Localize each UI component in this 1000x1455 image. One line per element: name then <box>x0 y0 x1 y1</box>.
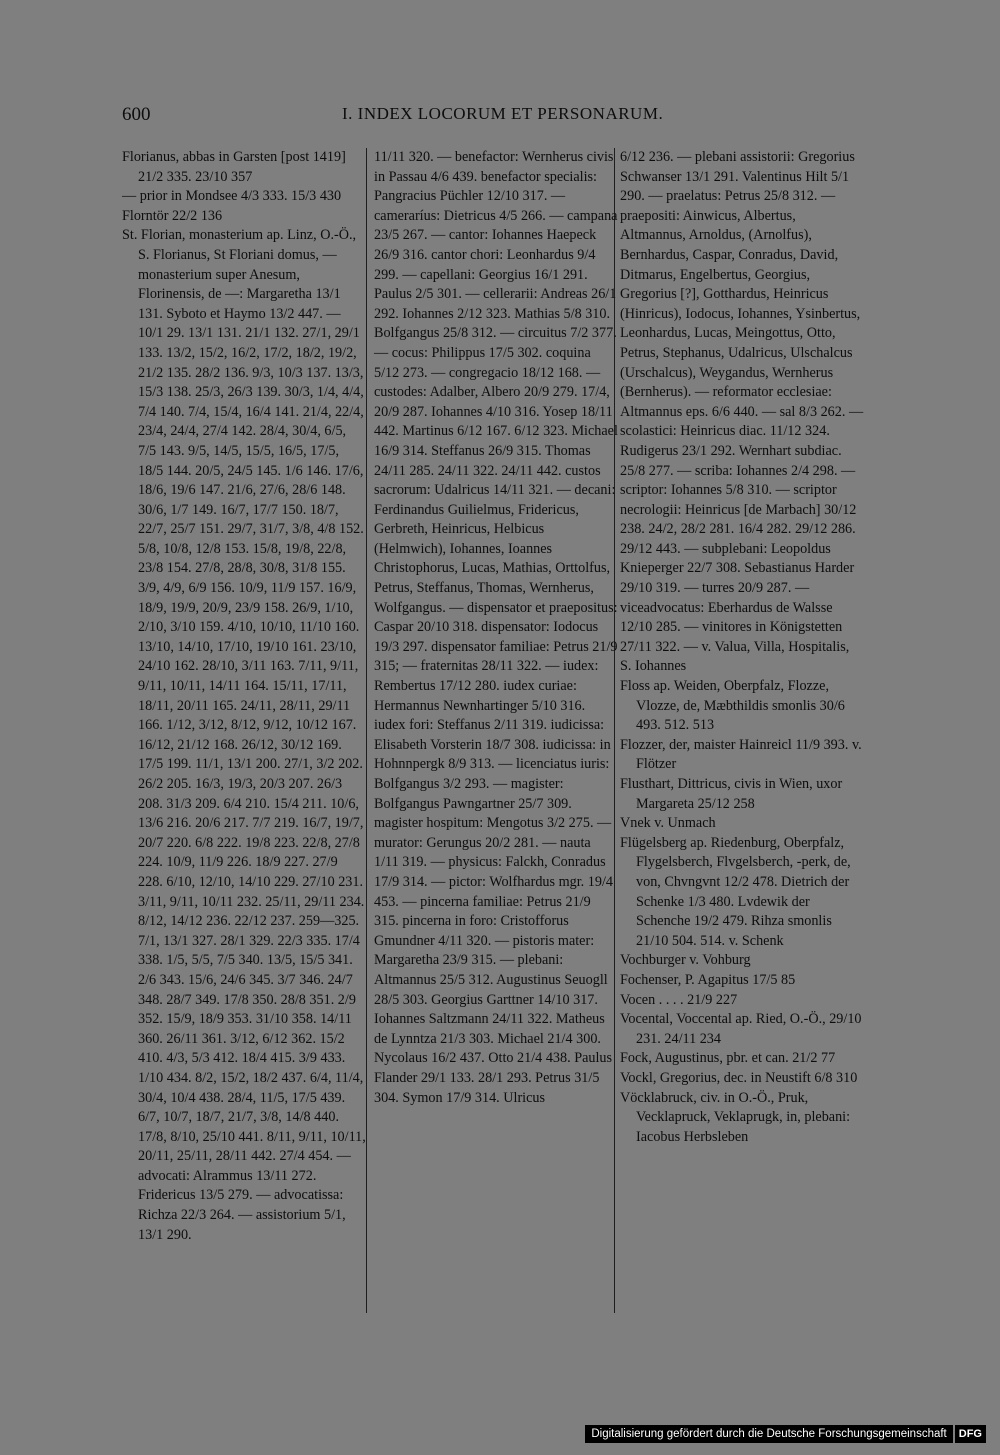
index-column-2 <box>374 148 618 1108</box>
index-entry: Fock, Augustinus, pbr. et can. 21/2 77 <box>620 1050 836 1067</box>
index-entry: Vocen . . . . 21/9 227 <box>620 991 738 1008</box>
running-title: I. INDEX LOCORUM ET PERSONARUM. <box>342 104 664 123</box>
index-entry: St. Florian, monasterium ap. Linz, O.-Ö., S. Florianus, St Floriani domus, — monasterium super Anesum, Florinensis, de —: Margaretha 13/1 131. Syboto et Haymo 13/2 447. — 10/1 29. 13/1 131. 21/1 132. 27/1, 29/1 133. 13/2, 15/2, 16/2, 17/2, 18/2, 19/2, 21/2 135. 28/2 136. 9/3, 10/3 137. 13/3, 15/3 138. 25/3, 26/3 139. 30/3, 1/4, 4/4, 7/4 140. 7/4, 15/4, 16/4 141. 21/4, 22/4, 23/4, 24/4, 27/4 142. 28/4, 30/4, 6/5, 7/5 143. 9/5, 14/5, 15/5, 16/5, 17/5, 18/5 144. 20/5, 24/5 145. 1/6 146. 17/6, 18/6, 19/6 147. 21/6, 27/6, 28/6 148. 30/6, 1/7 149. 16/7, 17/7 150. 18/7, 22/7, 25/7 151. 29/7, 31/7, 3/8, 4/8 152. 5/8, 10/8, 12/8 153. 15/8, 19/8, 22/8, 23/8 154. 27/8, 28/8, 30/8, 31/8 155. 3/9, 4/9, 6/9 156. 10/9, 11/9 157. 16/9, 18/9, 19/9, 20/9, 23/9 158. 26/9, 1/10, 2/10, 3/10 159. 4/10, 10/10, 11/10 160. 13/10, 14/10, 17/10, 19/10 161. 23/10, 24/10 162. 28/10, 3/11 163. 7/11, 9/11, 9/11, 10/11, 14/11 164. 15/11, 17/11, 18/11, 20/11 165. 24/11, 28/11, 29/11 166. 1/12, 3/12, 8/12, 9/12, 10/12 167. 16/12, 21/12 168. 26/12, 30/12 169. 17/5 199. 11/1, 13/1 200. 27/1, 3/2 202. 26/2 205. 16/3, 19/3, 20/3 207. 26/3 208. 31/3 209. 6/4 210. 15/4 211. 10/6, 13/6 216. 20/6 217. 7/7 219. 16/7, 19/7, 20/7 220. 6/8 222. 19/8 223. 22/8, 27/8 224. 10/9, 11/9 226. 18/9 227. 27/9 228. 6/10, 12/10, 14/10 229. 27/10 231. 3/11, 9/11, 10/11 232. 25/11, 29/11 234. 8/12, 14/12 236. 22/12 237. 259—325. 7/1, 13/1 327. 28/1 329. 22/3 335. 17/4 338. 1/5, 5/5, 7/5 340. 13/5, 15/5 341. 2/6 343. 15/6, 24/6 345. 3/7 346. 24/7 348. 28/7 349. 17/8 350. 28/8 351. 2/9 352. 15/9, 18/9 353. 31/10 358. 14/11 360. 26/11 361. 3/12, 6/12 362. 15/2 410. 4/3, 5/3 412. 18/4 415. 3/9 433. 1/10 434. 8/2, 15/2, 18/2 437. 6/4, 11/4, 30/4, 10/4 438. 28/4, 11/5, 17/5 439. 6/7, 10/7, 18/7, 21/7, 3/8, 14/8 440. 17/8, 8/10, 25/10 441. 8/11, 9/11, 10/11, 20/11, 25/11, 28/11 442. 27/4 454. — advocati: Alrammus 13/11 272. Fridericus 13/5 279. — advocatissa: Richza 22/3 264. — assistorium 5/1, 13/1 290. <box>122 227 366 1243</box>
dfg-logo-icon: DFG <box>955 1425 986 1443</box>
index-entry: Flozzer, der, maister Hainreicl 11/9 393. v. Flötzer <box>620 736 862 773</box>
digitization-footer <box>585 1425 986 1443</box>
index-entry: Floss ap. Weiden, Oberpfalz, Flozze, Vlozze, de, Mæbthildis smonlis 30/6 493. 512. 513 <box>620 678 845 734</box>
index-column-3 <box>620 148 864 1147</box>
column-divider-1 <box>366 148 367 1313</box>
index-entry: Vockl, Gregorius, dec. in Neustift 6/8 310 <box>620 1069 858 1086</box>
index-entry: Flügelsberg ap. Riedenburg, Oberpfalz, Flygelsberch, Flvgelsberch, -perk, de, von, Chvngvnt 12/2 478. Dietrich der Schenke 1/3 480. Lvdewik der Schenche 19/2 479. Rihza smonlis 21/10 504. 514. v. Schenk <box>620 834 851 949</box>
index-entry: Vochburger v. Vohburg <box>620 952 751 969</box>
index-column-1 <box>122 148 366 1245</box>
index-entry: Fochenser, P. Agapitus 17/5 85 <box>620 971 796 988</box>
index-entry: Florianus, abbas in Garsten [post 1419] 21/2 335. 23/10 357 <box>122 149 346 185</box>
index-entry: 11/11 320. — benefactor: Wernherus civis in Passau 4/6 439. benefactor specialis: Pangracius Püchler 12/10 317. — cameraríus: Dietricus 4/5 266. — campana 23/5 267. — cantor: Iohannes Haepeck 26/9 316. cantor chori: Leonhardus 9/4 299. — capellani: Georgius 16/1 291. Paulus 2/5 301. — cellerarii: Andreas 26/1 292. Iohannes 2/12 323. Mathias 5/8 310. Bolfgangus 25/8 312. — circuitus 7/2 377. — cocus: Philippus 17/5 302. coquina 5/12 273. — congregacio 18/12 168. — custodes: Adalber, Albero 20/9 279. 17/4, 20/9 287. Iohannes 4/10 316. Yosep 18/11 442. Martinus 6/12 167. 6/12 323. Michael 16/9 314. Steffanus 26/9 315. Thomas 24/11 285. 24/11 322. 24/11 442. custos sacrorum: Udalricus 14/11 321. — decani: Ferdinandus Guilielmus, Fridericus, Gerbreth, Heinricus, Helbicus (Helmwich), Iohannes, Ioannes Christophorus, Lucas, Mathias, Orttolfus, Petrus, Steffanus, Thomas, Wernherus, Wolfgangus. — dispensator et praepositus: Caspar 20/10 318. dispensator: Iodocus 19/3 297. dispensator familiae: Petrus 21/9 315; — fraternitas 28/11 322. — iudex: Rembertus 17/12 280. iudex curiae: Hermannus Newnhartinger 5/10 316. iudex fori: Steffanus 2/11 319. iudicissa: Elisabeth Vorsterin 18/7 308. iudicissa: in Hohnnpergk 8/9 313. — licenciatus iuris: Bolfgangus 3/2 293. — magister: Bolfgangus Pawngartner 25/7 309. magister hospitum: Mengotus 3/2 275. — murator: Gerungus 20/2 281. — nauta 1/11 319. — physicus: Falckh, Conradus 17/9 314. — pictor: Wolfhardus mgr. 19/4 453. — pincerna familiae: Petrus 21/9 315. pincerna in foro: Cristofforus Gmundner 4/11 320. — pistoris mater: Margaretha 23/9 315. — plebani: Altmannus 25/5 312. Augustinus Seuogll 28/5 303. Georgius Garttner 14/10 317. Iohannes Saltzmann 24/11 322. Matheus de Lynntza 21/3 303. Michael 21/4 300. Nycolaus 16/2 437. Otto 21/4 438. Paulus Flander 29/1 133. 28/1 293. Petrus 31/5 304. Symon 17/9 314. Ulricus <box>374 149 618 1106</box>
index-entry: — prior in Mondsee 4/3 333. 15/3 430 <box>122 188 342 205</box>
index-entry: 6/12 236. — plebani assistorii: Gregorius Schwanser 13/1 291. Valentinus Hilt 5/1 290. — praelatus: Petrus 25/8 312. — praepositi: Ainwicus, Albertus, Altmannus, Arnoldus, (Arnolfus), Bernhardus, Caspar, Conradus, David, Ditmarus, Engelbertus, Georgius, Gregorius [?], Gotthardus, Heinricus (Hinricus), Iodocus, Iohannes, Ysinbertus, Leonhardus, Lucas, Meingottus, Otto, Petrus, Stephanus, Udalricus, Ulschalcus (Urschalcus), Weygandus, Wernherus (Bernherus). — reformator ecclesiae: Altmannus eps. 6/6 440. — sal 8/3 262. — scolastici: Heinricus diac. 11/12 324. Rudigerus 23/1 292. Wernhart subdiac. 25/8 277. — scriba: Iohannes 2/4 298. — scriptor: Iohannes 5/8 310. — scriptor necrologii: Heinricus [de Marbach] 30/12 238. 24/2, 28/2 281. 16/4 282. 29/12 286. 29/12 443. — subplebani: Leopoldus Knieperger 22/7 308. Sebastianus Harder 29/10 319. — turres 20/9 287. — viceadvocatus: Eberhardus de Walsse 12/10 285. — vinitores in Königstetten 27/11 322. — v. Valua, Villa, Hospitalis, S. Iohannes <box>620 149 864 675</box>
page-header <box>122 100 866 130</box>
index-entry: Flusthart, Dittricus, civis in Wien, uxor Margareta 25/12 258 <box>620 776 843 812</box>
index-entry: Vocental, Voccental ap. Ried, O.-Ö., 29/10 231. 24/11 234 <box>620 1011 862 1047</box>
index-entry: Vnek v. Unmach <box>620 815 716 832</box>
footer-credit: Digitalisierung gefördert durch die Deutsche Forschungsgemeinschaft <box>585 1425 952 1443</box>
index-entry: Vöcklabruck, civ. in O.-Ö., Pruk, Vecklapruck, Veklaprugk, in, plebani: Iacobus Herbsleben <box>620 1089 851 1145</box>
index-entry: Florntör 22/2 136 <box>122 207 223 224</box>
page-number: 600 <box>122 104 151 125</box>
